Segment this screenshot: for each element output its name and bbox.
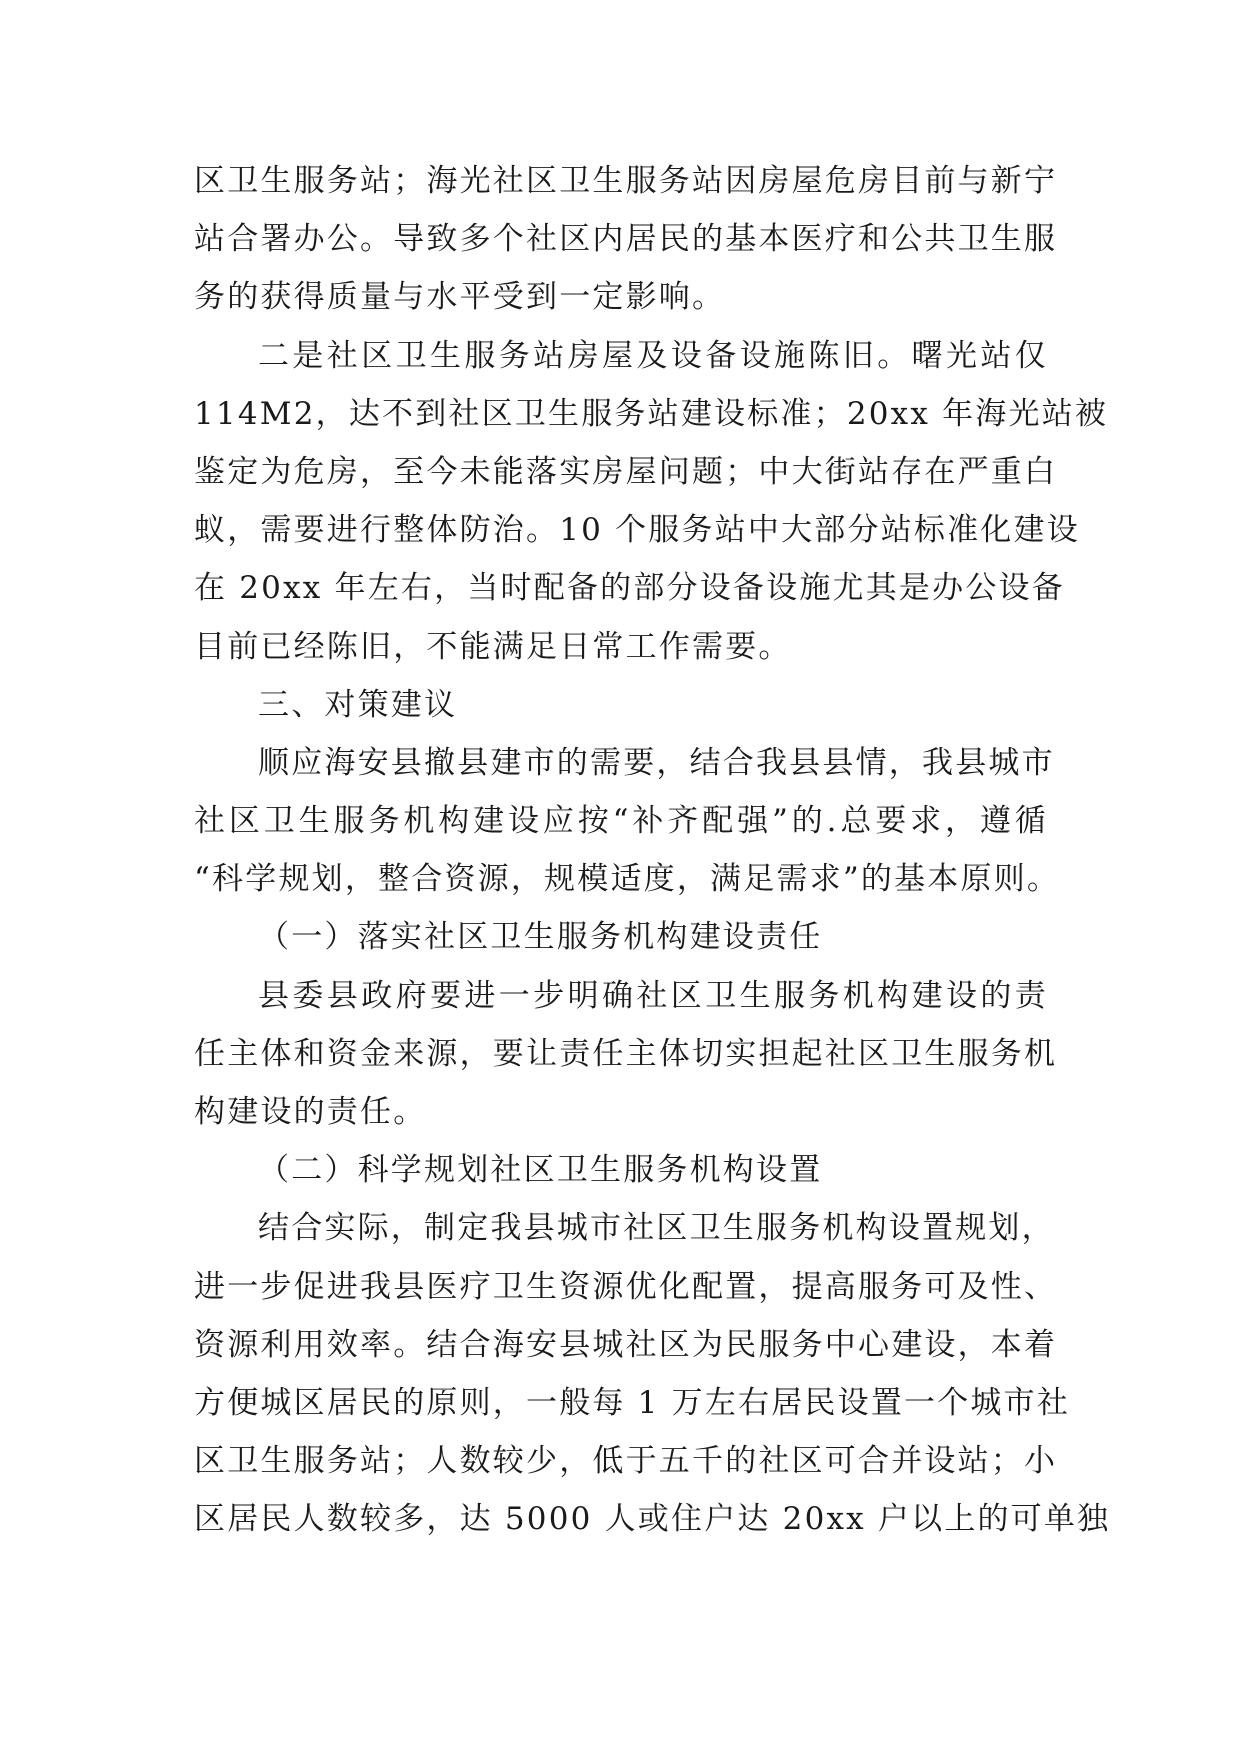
text-line-22: 方便城区居民的原则，一般每 1 万左右居民设置一个城市社 (194, 1384, 1071, 1421)
section-heading-countermeasures: 三、对策建议 (258, 686, 458, 723)
text-line-19: 结合实际，制定我县城市社区卫生服务机构设置规划， (258, 1210, 1055, 1247)
text-line-6: 鉴定为危房，至今未能落实房屋问题；中大街站存在严重白 (194, 453, 1058, 490)
text-line-3: 务的获得质量与水平受到一定影响。 (194, 279, 726, 316)
text-line-2: 站合署办公。导致多个社区内居民的基本医疗和公共卫生服 (194, 221, 1058, 258)
text-line-5: 114M2，达不到社区卫生服务站建设标准；20xx 年海光站被 (194, 395, 1109, 432)
text-line-8: 在 20xx 年左右，当时配备的部分设备设施尤其是办公设备 (194, 570, 1065, 607)
text-line-12: 社区卫生服务机构建设应按“补齐配强”的.总要求，遵循 (194, 803, 1048, 840)
text-line-21: 资源利用效率。结合海安县城社区为民服务中心建设，本着 (194, 1326, 1058, 1363)
text-line-24: 区居民人数较多，达 5000 人或住户达 20xx 户以上的可单独 (194, 1501, 1111, 1538)
document-page (194, 152, 1111, 1549)
text-line-7: 蚁，需要进行整体防治。10 个服务站中大部分站标准化建设 (194, 512, 1080, 549)
text-line-1: 区卫生服务站；海光社区卫生服务站因房屋危房目前与新宁 (194, 163, 1058, 199)
text-line-11: 顺应海安县撤县建市的需要，结合我县县情，我县城市 (258, 744, 1055, 781)
text-line-17: 构建设的责任。 (194, 1094, 427, 1130)
subheading-2: （二）科学规划社区卫生服务机构设置 (258, 1152, 823, 1189)
text-line-9: 目前已经陈旧，不能满足日常工作需要。 (194, 628, 792, 665)
text-line-13: “科学规划，整合资源，规模适度，满足需求”的基本原则。 (194, 861, 1061, 898)
text-line-15: 县委县政府要进一步明确社区卫生服务机构建设的责 (258, 977, 1048, 1014)
text-line-20: 进一步促进我县医疗卫生资源优化配置，提高服务可及性、 (194, 1268, 1058, 1305)
text-line-16: 任主体和资金来源，要让责任主体切实担起社区卫生服务机 (194, 1035, 1058, 1072)
subheading-1: （一）落实社区卫生服务机构建设责任 (258, 919, 823, 956)
text-line-4: 二是社区卫生服务站房屋及设备设施陈旧。曙光站仅 (258, 337, 1048, 374)
text-line-23: 区卫生服务站；人数较少，低于五千的社区可合并设站；小 (194, 1443, 1058, 1480)
